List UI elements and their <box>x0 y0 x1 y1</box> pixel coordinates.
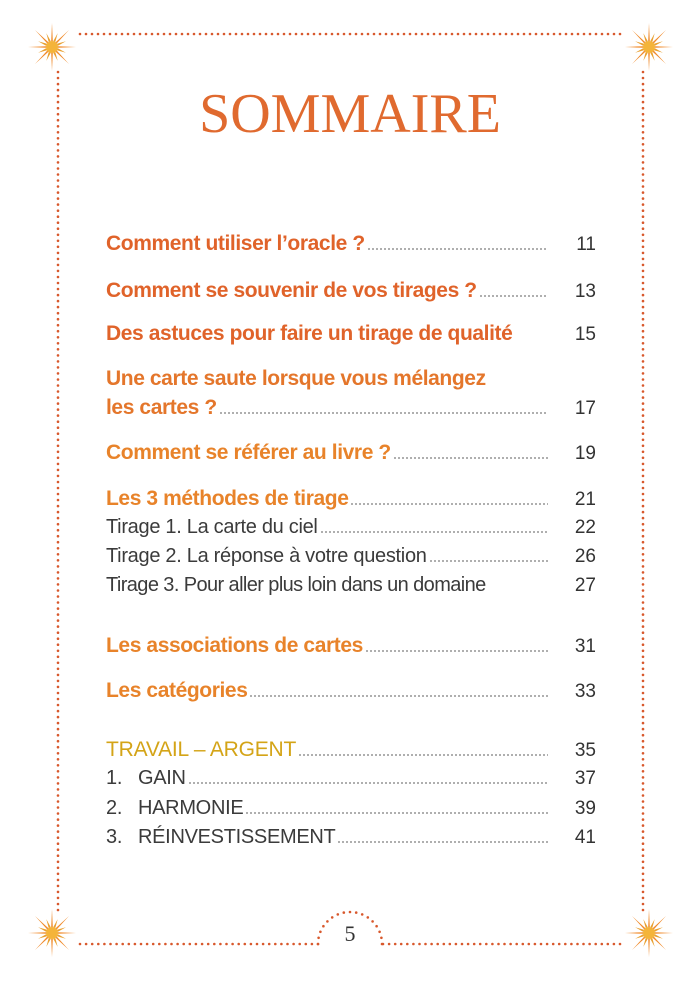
toc-entry-label: Les 3 méthodes de tirage <box>106 487 349 510</box>
toc-section-label: TRAVAIL – ARGENT <box>106 738 297 761</box>
toc-page-number: 22 <box>574 517 596 538</box>
toc-item-number: 3. <box>106 826 123 848</box>
page-title: SOMMAIRE <box>199 83 501 145</box>
toc-subentry <box>106 826 596 849</box>
toc-page-number: 19 <box>574 443 596 464</box>
toc-page-number: 35 <box>574 740 596 761</box>
toc-page-number: 17 <box>574 398 596 419</box>
dot-leader <box>479 294 548 298</box>
toc-entry-label: Des astuces pour faire un tirage de qualité <box>106 322 513 345</box>
toc-page-number: 26 <box>574 546 596 567</box>
toc-page-number: 15 <box>574 324 596 345</box>
dot-leader <box>219 411 548 415</box>
toc-page-number: 33 <box>574 681 596 702</box>
toc-page-number: 27 <box>574 575 596 596</box>
toc-page-number: 39 <box>574 798 596 819</box>
dot-leader <box>249 694 548 698</box>
dot-leader <box>393 456 548 460</box>
toc-entry-label <box>106 826 335 849</box>
dot-leader <box>320 530 548 534</box>
toc-item-text: GAIN <box>138 767 186 789</box>
toc-entry <box>106 487 596 511</box>
toc-entry-label <box>106 797 243 820</box>
dot-leader <box>367 247 548 251</box>
toc-entry-label: Les associations de cartes <box>106 634 363 657</box>
toc-entry <box>106 441 596 465</box>
toc-entry <box>106 634 596 658</box>
page-number: 5 <box>344 921 356 946</box>
toc-page-number: 21 <box>574 489 596 510</box>
toc-subentry <box>106 574 596 597</box>
sun-ornament-icon <box>28 23 76 71</box>
toc-entry <box>106 279 596 303</box>
sun-ornament-icon <box>625 23 673 71</box>
toc-subentry <box>106 797 596 820</box>
toc-entry <box>106 679 596 703</box>
dot-leader <box>365 649 548 653</box>
dot-leader <box>188 781 548 785</box>
toc-entry <box>106 322 596 346</box>
toc-page-number: 41 <box>574 827 596 848</box>
toc-entry-label: Tirage 1. La carte du ciel <box>106 516 318 538</box>
toc-entry-label: Comment utiliser l’oracle ? <box>106 232 365 255</box>
toc-entry <box>106 232 596 256</box>
toc-item-number: 1. <box>106 767 123 789</box>
dot-leader <box>245 811 548 815</box>
toc-entry-label <box>106 767 186 790</box>
toc-entry-label: Les catégories <box>106 679 248 702</box>
toc-entry-label: Comment se souvenir de vos tirages ? <box>106 279 477 302</box>
toc-item-number: 2. <box>106 797 123 819</box>
toc-page-number: 11 <box>576 234 596 255</box>
toc-subentry <box>106 516 596 539</box>
toc-page-number: 13 <box>574 281 596 302</box>
dot-leader <box>298 753 548 757</box>
toc-entry-label: Tirage 3. Pour aller plus loin dans un domaine <box>106 574 486 596</box>
toc-subentry <box>106 767 596 790</box>
toc-entry-label: les cartes ? <box>106 396 217 419</box>
toc-entry <box>106 396 596 420</box>
toc-item-text: RÉINVESTISSEMENT <box>138 826 336 848</box>
toc-page-number: 31 <box>574 636 596 657</box>
toc-entry-label: Comment se référer au livre ? <box>106 441 391 464</box>
toc-subentry <box>106 545 596 568</box>
dot-leader <box>350 502 548 506</box>
dot-leader <box>429 559 548 563</box>
toc-entry-label: Tirage 2. La réponse à votre question <box>106 545 427 567</box>
toc-item-text: HARMONIE <box>138 797 244 819</box>
toc-entry-label-line1: Une carte saute lorsque vous mélangez <box>106 367 486 390</box>
toc-section <box>106 738 596 762</box>
toc-page-number: 37 <box>574 768 596 789</box>
dot-leader <box>337 840 548 844</box>
